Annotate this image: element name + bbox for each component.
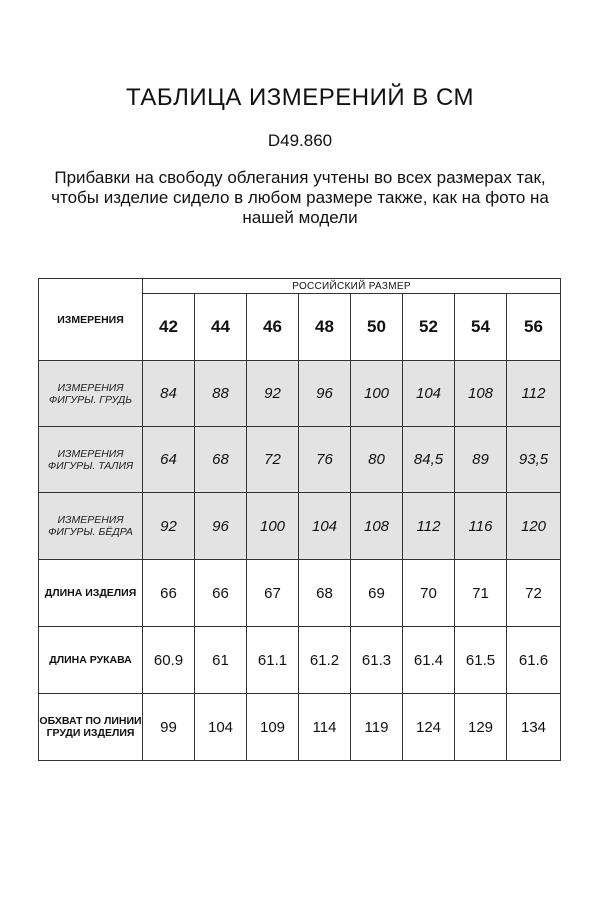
size-group-label: РОССИЙСКИЙ РАЗМЕР xyxy=(143,279,561,294)
size-header: 56 xyxy=(507,294,561,361)
table-cell: 116 xyxy=(455,493,507,560)
table-cell: 93,5 xyxy=(507,427,561,493)
table-cell: 61.2 xyxy=(299,627,351,694)
table-cell: 84 xyxy=(143,361,195,427)
table-cell: 61.5 xyxy=(455,627,507,694)
corner-label: ИЗМЕРЕНИЯ xyxy=(39,279,143,361)
table-cell: 120 xyxy=(507,493,561,560)
table-cell: 60.9 xyxy=(143,627,195,694)
size-header: 50 xyxy=(351,294,403,361)
size-header: 54 xyxy=(455,294,507,361)
table-cell: 61.6 xyxy=(507,627,561,694)
table-cell: 67 xyxy=(247,560,299,627)
table-cell: 104 xyxy=(403,361,455,427)
row-label: ОБХВАТ ПО ЛИНИИ ГРУДИ ИЗДЕЛИЯ xyxy=(39,694,143,761)
table-cell: 108 xyxy=(455,361,507,427)
table-cell: 68 xyxy=(195,427,247,493)
row-label: ИЗМЕРЕНИЯ ФИГУРЫ. БЁДРА xyxy=(39,493,143,560)
table-header-row-group xyxy=(39,279,561,294)
table-cell: 104 xyxy=(299,493,351,560)
table-cell: 70 xyxy=(403,560,455,627)
table-cell: 72 xyxy=(247,427,299,493)
table-cell: 80 xyxy=(351,427,403,493)
table-cell: 100 xyxy=(351,361,403,427)
table-cell: 100 xyxy=(247,493,299,560)
table-row xyxy=(39,560,561,627)
table-cell: 66 xyxy=(143,560,195,627)
article-number: D49.860 xyxy=(267,131,333,150)
table-row xyxy=(39,627,561,694)
table-cell: 61.1 xyxy=(247,627,299,694)
table-cell: 84,5 xyxy=(403,427,455,493)
row-label: ИЗМЕРЕНИЯ ФИГУРЫ. ГРУДЬ xyxy=(39,361,143,427)
table-cell: 61 xyxy=(195,627,247,694)
size-header: 42 xyxy=(143,294,195,361)
size-header: 48 xyxy=(299,294,351,361)
table-cell: 134 xyxy=(507,694,561,761)
table-cell: 119 xyxy=(351,694,403,761)
row-label: ИЗМЕРЕНИЯ ФИГУРЫ. ТАЛИЯ xyxy=(39,427,143,493)
table-cell: 114 xyxy=(299,694,351,761)
table-row xyxy=(39,493,561,560)
table-cell: 69 xyxy=(351,560,403,627)
table-cell: 61.3 xyxy=(351,627,403,694)
table-cell: 96 xyxy=(299,361,351,427)
table-cell: 112 xyxy=(507,361,561,427)
table-cell: 124 xyxy=(403,694,455,761)
table-cell: 129 xyxy=(455,694,507,761)
table-cell: 71 xyxy=(455,560,507,627)
size-table xyxy=(38,278,561,761)
table-cell: 68 xyxy=(299,560,351,627)
size-header: 52 xyxy=(403,294,455,361)
size-header: 44 xyxy=(195,294,247,361)
table-cell: 112 xyxy=(403,493,455,560)
table-row xyxy=(39,694,561,761)
row-label: ДЛИНА ИЗДЕЛИЯ xyxy=(39,560,143,627)
fit-note: Прибавки на свободу облегания учтены во всех размерах так, чтобы изделие сидело в любом размере также, как на фото на нашей модели xyxy=(51,168,549,227)
table-cell: 76 xyxy=(299,427,351,493)
table-cell: 96 xyxy=(195,493,247,560)
table-cell: 99 xyxy=(143,694,195,761)
table-cell: 64 xyxy=(143,427,195,493)
table-cell: 72 xyxy=(507,560,561,627)
table-cell: 92 xyxy=(143,493,195,560)
table-cell: 89 xyxy=(455,427,507,493)
table-cell: 104 xyxy=(195,694,247,761)
table-cell: 61.4 xyxy=(403,627,455,694)
row-label: ДЛИНА РУКАВА xyxy=(39,627,143,694)
table-cell: 66 xyxy=(195,560,247,627)
page-title: ТАБЛИЦА ИЗМЕРЕНИЙ В СМ xyxy=(125,84,475,111)
table-row xyxy=(39,427,561,493)
table-row xyxy=(39,361,561,427)
table-cell: 108 xyxy=(351,493,403,560)
table-cell: 92 xyxy=(247,361,299,427)
table-cell: 88 xyxy=(195,361,247,427)
table-cell: 109 xyxy=(247,694,299,761)
size-header: 46 xyxy=(247,294,299,361)
